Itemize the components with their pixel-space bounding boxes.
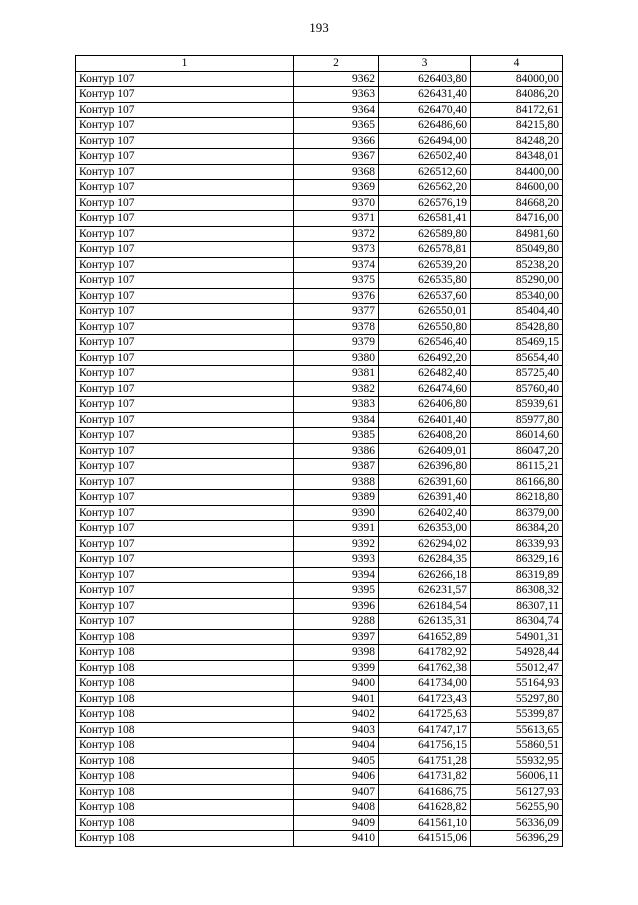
contour-name-cell: Контур 107: [76, 614, 294, 630]
point-number-cell: 9375: [294, 273, 379, 289]
contour-name-cell: Контур 107: [76, 583, 294, 599]
contour-name-cell: Контур 108: [76, 722, 294, 738]
contour-name-cell: Контур 107: [76, 195, 294, 211]
x-coordinate-cell: 641782,92: [379, 645, 471, 661]
table-row: [76, 583, 563, 599]
contour-name-cell: Контур 107: [76, 366, 294, 382]
point-number-cell: 9387: [294, 459, 379, 475]
point-number-cell: 9380: [294, 350, 379, 366]
x-coordinate-cell: 626562,20: [379, 180, 471, 196]
contour-name-cell: Контур 107: [76, 288, 294, 304]
y-coordinate-cell: 85428,80: [471, 319, 563, 335]
contour-name-cell: Контур 107: [76, 428, 294, 444]
y-coordinate-cell: 84086,20: [471, 87, 563, 103]
y-coordinate-cell: 86014,60: [471, 428, 563, 444]
table-row: [76, 629, 563, 645]
table-row: [76, 242, 563, 258]
y-coordinate-cell: 85049,80: [471, 242, 563, 258]
contour-name-cell: Контур 107: [76, 552, 294, 568]
x-coordinate-cell: 626576,19: [379, 195, 471, 211]
x-coordinate-cell: 626482,40: [379, 366, 471, 382]
table-row: [76, 87, 563, 103]
x-coordinate-cell: 626391,60: [379, 474, 471, 490]
point-number-cell: 9379: [294, 335, 379, 351]
contour-name-cell: Контур 108: [76, 800, 294, 816]
y-coordinate-cell: 85760,40: [471, 381, 563, 397]
x-coordinate-cell: 626502,40: [379, 149, 471, 165]
table-row: [76, 164, 563, 180]
contour-name-cell: Контур 107: [76, 180, 294, 196]
x-coordinate-cell: 641628,82: [379, 800, 471, 816]
table-row: [76, 707, 563, 723]
table-row: [76, 831, 563, 847]
table-row: [76, 319, 563, 335]
contour-name-cell: Контур 107: [76, 304, 294, 320]
y-coordinate-cell: 86339,93: [471, 536, 563, 552]
table-row: [76, 521, 563, 537]
point-number-cell: 9382: [294, 381, 379, 397]
table-row: [76, 335, 563, 351]
y-coordinate-cell: 86329,16: [471, 552, 563, 568]
x-coordinate-cell: 626589,80: [379, 226, 471, 242]
y-coordinate-cell: 55932,95: [471, 753, 563, 769]
y-coordinate-cell: 84172,61: [471, 102, 563, 118]
y-coordinate-cell: 55613,65: [471, 722, 563, 738]
table-header: [76, 56, 563, 72]
y-coordinate-cell: 85654,40: [471, 350, 563, 366]
y-coordinate-cell: 84400,00: [471, 164, 563, 180]
y-coordinate-cell: 85340,00: [471, 288, 563, 304]
x-coordinate-cell: 626578,81: [379, 242, 471, 258]
point-number-cell: 9288: [294, 614, 379, 630]
table-row: [76, 691, 563, 707]
header-row: [76, 56, 563, 72]
y-coordinate-cell: 84215,80: [471, 118, 563, 134]
table-body: [76, 71, 563, 846]
x-coordinate-cell: 641561,10: [379, 815, 471, 831]
y-coordinate-cell: 85238,20: [471, 257, 563, 273]
x-coordinate-cell: 626401,40: [379, 412, 471, 428]
point-number-cell: 9362: [294, 71, 379, 87]
point-number-cell: 9403: [294, 722, 379, 738]
y-coordinate-cell: 85939,61: [471, 397, 563, 413]
table-row: [76, 490, 563, 506]
point-number-cell: 9386: [294, 443, 379, 459]
table-row: [76, 676, 563, 692]
contour-name-cell: Контур 107: [76, 536, 294, 552]
contour-name-cell: Контур 107: [76, 397, 294, 413]
y-coordinate-cell: 85290,00: [471, 273, 563, 289]
x-coordinate-cell: 626581,41: [379, 211, 471, 227]
contour-name-cell: Контур 107: [76, 521, 294, 537]
point-number-cell: 9407: [294, 784, 379, 800]
y-coordinate-cell: 86379,00: [471, 505, 563, 521]
point-number-cell: 9367: [294, 149, 379, 165]
y-coordinate-cell: 84668,20: [471, 195, 563, 211]
table-row: [76, 133, 563, 149]
contour-name-cell: Контур 107: [76, 350, 294, 366]
x-coordinate-cell: 626409,01: [379, 443, 471, 459]
contour-name-cell: Контур 108: [76, 645, 294, 661]
contour-name-cell: Контур 107: [76, 164, 294, 180]
x-coordinate-cell: 641762,38: [379, 660, 471, 676]
x-coordinate-cell: 641515,06: [379, 831, 471, 847]
point-number-cell: 9393: [294, 552, 379, 568]
table-row: [76, 567, 563, 583]
table-row: [76, 211, 563, 227]
contour-name-cell: Контур 108: [76, 769, 294, 785]
contour-name-cell: Контур 108: [76, 691, 294, 707]
contour-name-cell: Контур 107: [76, 102, 294, 118]
point-number-cell: 9406: [294, 769, 379, 785]
x-coordinate-cell: 626431,40: [379, 87, 471, 103]
x-coordinate-cell: 641725,63: [379, 707, 471, 723]
x-coordinate-cell: 641747,17: [379, 722, 471, 738]
point-number-cell: 9410: [294, 831, 379, 847]
x-coordinate-cell: 626135,31: [379, 614, 471, 630]
x-coordinate-cell: 626402,40: [379, 505, 471, 521]
x-coordinate-cell: 626486,60: [379, 118, 471, 134]
point-number-cell: 9397: [294, 629, 379, 645]
table-row: [76, 195, 563, 211]
x-coordinate-cell: 626284,35: [379, 552, 471, 568]
x-coordinate-cell: 641731,82: [379, 769, 471, 785]
y-coordinate-cell: 84000,00: [471, 71, 563, 87]
table-row: [76, 102, 563, 118]
y-coordinate-cell: 56127,93: [471, 784, 563, 800]
table-row: [76, 71, 563, 87]
point-number-cell: 9374: [294, 257, 379, 273]
point-number-cell: 9389: [294, 490, 379, 506]
contour-name-cell: Контур 107: [76, 211, 294, 227]
table-row: [76, 474, 563, 490]
y-coordinate-cell: 55164,93: [471, 676, 563, 692]
header-col-3: 3: [379, 56, 471, 72]
x-coordinate-cell: 626512,60: [379, 164, 471, 180]
x-coordinate-cell: 626474,60: [379, 381, 471, 397]
header-col-2: 2: [294, 56, 379, 72]
x-coordinate-cell: 626550,80: [379, 319, 471, 335]
y-coordinate-cell: 54901,31: [471, 629, 563, 645]
y-coordinate-cell: 54928,44: [471, 645, 563, 661]
y-coordinate-cell: 86319,89: [471, 567, 563, 583]
y-coordinate-cell: 55860,51: [471, 738, 563, 754]
point-number-cell: 9400: [294, 676, 379, 692]
x-coordinate-cell: 626546,40: [379, 335, 471, 351]
contour-name-cell: Контур 108: [76, 815, 294, 831]
table-row: [76, 536, 563, 552]
contour-name-cell: Контур 108: [76, 629, 294, 645]
y-coordinate-cell: 56255,90: [471, 800, 563, 816]
contour-name-cell: Контур 107: [76, 412, 294, 428]
y-coordinate-cell: 84600,00: [471, 180, 563, 196]
point-number-cell: 9408: [294, 800, 379, 816]
x-coordinate-cell: 626184,54: [379, 598, 471, 614]
table-row: [76, 443, 563, 459]
contour-name-cell: Контур 108: [76, 831, 294, 847]
point-number-cell: 9370: [294, 195, 379, 211]
point-number-cell: 9381: [294, 366, 379, 382]
point-number-cell: 9401: [294, 691, 379, 707]
y-coordinate-cell: 55012,47: [471, 660, 563, 676]
table-row: [76, 350, 563, 366]
table-row: [76, 598, 563, 614]
point-number-cell: 9365: [294, 118, 379, 134]
point-number-cell: 9378: [294, 319, 379, 335]
contour-name-cell: Контур 107: [76, 273, 294, 289]
contour-name-cell: Контур 107: [76, 505, 294, 521]
x-coordinate-cell: 626231,57: [379, 583, 471, 599]
x-coordinate-cell: 626396,80: [379, 459, 471, 475]
x-coordinate-cell: 626391,40: [379, 490, 471, 506]
x-coordinate-cell: 626406,80: [379, 397, 471, 413]
table-row: [76, 753, 563, 769]
point-number-cell: 9390: [294, 505, 379, 521]
page-number: 193: [309, 20, 329, 35]
y-coordinate-cell: 85725,40: [471, 366, 563, 382]
x-coordinate-cell: 626266,18: [379, 567, 471, 583]
x-coordinate-cell: 641756,15: [379, 738, 471, 754]
contour-name-cell: Контур 107: [76, 87, 294, 103]
contour-name-cell: Контур 107: [76, 490, 294, 506]
point-number-cell: 9364: [294, 102, 379, 118]
x-coordinate-cell: 641734,00: [379, 676, 471, 692]
y-coordinate-cell: 86304,74: [471, 614, 563, 630]
point-number-cell: 9363: [294, 87, 379, 103]
contour-name-cell: Контур 107: [76, 381, 294, 397]
table-row: [76, 645, 563, 661]
point-number-cell: 9405: [294, 753, 379, 769]
x-coordinate-cell: 626470,40: [379, 102, 471, 118]
table-row: [76, 784, 563, 800]
y-coordinate-cell: 85404,40: [471, 304, 563, 320]
header-col-1: 1: [76, 56, 294, 72]
table-row: [76, 412, 563, 428]
contour-name-cell: Контур 107: [76, 567, 294, 583]
table-row: [76, 226, 563, 242]
coordinates-table: [75, 55, 563, 847]
point-number-cell: 9388: [294, 474, 379, 490]
table-row: [76, 304, 563, 320]
y-coordinate-cell: 56006,11: [471, 769, 563, 785]
point-number-cell: 9366: [294, 133, 379, 149]
contour-name-cell: Контур 107: [76, 598, 294, 614]
point-number-cell: 9368: [294, 164, 379, 180]
contour-name-cell: Контур 107: [76, 319, 294, 335]
point-number-cell: 9373: [294, 242, 379, 258]
y-coordinate-cell: 85977,80: [471, 412, 563, 428]
point-number-cell: 9404: [294, 738, 379, 754]
x-coordinate-cell: 626537,60: [379, 288, 471, 304]
point-number-cell: 9377: [294, 304, 379, 320]
y-coordinate-cell: 55399,87: [471, 707, 563, 723]
table-row: [76, 614, 563, 630]
table-row: [76, 815, 563, 831]
point-number-cell: 9394: [294, 567, 379, 583]
table-row: [76, 552, 563, 568]
x-coordinate-cell: 626494,00: [379, 133, 471, 149]
x-coordinate-cell: 626492,20: [379, 350, 471, 366]
table-row: [76, 257, 563, 273]
table-row: [76, 381, 563, 397]
contour-name-cell: Контур 108: [76, 660, 294, 676]
point-number-cell: 9385: [294, 428, 379, 444]
contour-name-cell: Контур 108: [76, 738, 294, 754]
contour-name-cell: Контур 107: [76, 474, 294, 490]
table-row: [76, 505, 563, 521]
y-coordinate-cell: 86115,21: [471, 459, 563, 475]
x-coordinate-cell: 641723,43: [379, 691, 471, 707]
y-coordinate-cell: 84348,01: [471, 149, 563, 165]
point-number-cell: 9383: [294, 397, 379, 413]
point-number-cell: 9395: [294, 583, 379, 599]
contour-name-cell: Контур 107: [76, 257, 294, 273]
contour-name-cell: Контур 108: [76, 676, 294, 692]
point-number-cell: 9402: [294, 707, 379, 723]
x-coordinate-cell: 641686,75: [379, 784, 471, 800]
table-row: [76, 769, 563, 785]
table-row: [76, 288, 563, 304]
point-number-cell: 9409: [294, 815, 379, 831]
point-number-cell: 9369: [294, 180, 379, 196]
table-row: [76, 273, 563, 289]
point-number-cell: 9376: [294, 288, 379, 304]
contour-name-cell: Контур 107: [76, 118, 294, 134]
x-coordinate-cell: 641751,28: [379, 753, 471, 769]
table-row: [76, 660, 563, 676]
header-col-4: 4: [471, 56, 563, 72]
contour-name-cell: Контур 107: [76, 335, 294, 351]
x-coordinate-cell: 626353,00: [379, 521, 471, 537]
x-coordinate-cell: 626535,80: [379, 273, 471, 289]
point-number-cell: 9396: [294, 598, 379, 614]
point-number-cell: 9371: [294, 211, 379, 227]
point-number-cell: 9398: [294, 645, 379, 661]
y-coordinate-cell: 85469,15: [471, 335, 563, 351]
contour-name-cell: Контур 108: [76, 707, 294, 723]
y-coordinate-cell: 86308,32: [471, 583, 563, 599]
table-row: [76, 118, 563, 134]
y-coordinate-cell: 86384,20: [471, 521, 563, 537]
contour-name-cell: Контур 108: [76, 784, 294, 800]
table-row: [76, 180, 563, 196]
contour-name-cell: Контур 107: [76, 133, 294, 149]
table-row: [76, 366, 563, 382]
contour-name-cell: Контур 107: [76, 71, 294, 87]
contour-name-cell: Контур 107: [76, 149, 294, 165]
x-coordinate-cell: 626539,20: [379, 257, 471, 273]
point-number-cell: 9372: [294, 226, 379, 242]
table-row: [76, 800, 563, 816]
y-coordinate-cell: 84716,00: [471, 211, 563, 227]
y-coordinate-cell: 86047,20: [471, 443, 563, 459]
x-coordinate-cell: 626550,01: [379, 304, 471, 320]
y-coordinate-cell: 56336,09: [471, 815, 563, 831]
point-number-cell: 9399: [294, 660, 379, 676]
contour-name-cell: Контур 107: [76, 443, 294, 459]
y-coordinate-cell: 55297,80: [471, 691, 563, 707]
x-coordinate-cell: 626408,20: [379, 428, 471, 444]
y-coordinate-cell: 86218,80: [471, 490, 563, 506]
contour-name-cell: Контур 107: [76, 226, 294, 242]
table-row: [76, 397, 563, 413]
table-row: [76, 428, 563, 444]
y-coordinate-cell: 84981,60: [471, 226, 563, 242]
y-coordinate-cell: 86166,80: [471, 474, 563, 490]
contour-name-cell: Контур 107: [76, 242, 294, 258]
x-coordinate-cell: 626294,02: [379, 536, 471, 552]
contour-name-cell: Контур 108: [76, 753, 294, 769]
table-row: [76, 149, 563, 165]
table-row: [76, 722, 563, 738]
x-coordinate-cell: 641652,89: [379, 629, 471, 645]
x-coordinate-cell: 626403,80: [379, 71, 471, 87]
point-number-cell: 9391: [294, 521, 379, 537]
table-row: [76, 459, 563, 475]
y-coordinate-cell: 86307,11: [471, 598, 563, 614]
contour-name-cell: Контур 107: [76, 459, 294, 475]
point-number-cell: 9384: [294, 412, 379, 428]
table-row: [76, 738, 563, 754]
point-number-cell: 9392: [294, 536, 379, 552]
y-coordinate-cell: 84248,20: [471, 133, 563, 149]
y-coordinate-cell: 56396,29: [471, 831, 563, 847]
